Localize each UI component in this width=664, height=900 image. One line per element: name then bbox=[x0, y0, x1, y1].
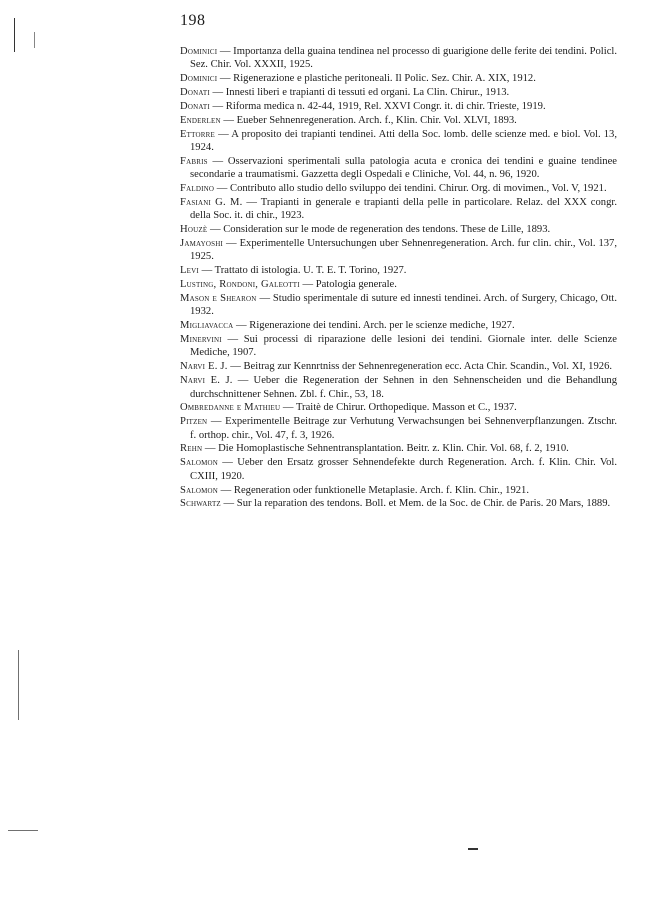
scan-mark bbox=[18, 650, 19, 720]
entry-author: Dominici bbox=[180, 73, 218, 85]
entry-author: Migliavacca bbox=[180, 320, 234, 332]
entry-text: — Contributo allo studio dello sviluppo dei tendini. Chirur. Org. di movimen., Vol. V, 1921. bbox=[214, 183, 607, 195]
entry-text: — Trapianti in generale e trapianti della pelle in particolare. Relaz. del XXX congr. della Soc. it. di chir., 1923. bbox=[190, 197, 617, 222]
bibliography-entry bbox=[180, 319, 617, 332]
bibliography-entry bbox=[180, 278, 617, 291]
scan-mark bbox=[34, 32, 35, 48]
entry-text: — Importanza della guaina tendinea nel processo di guarigione delle ferite dei tendini. Policl. Sez. Chir. Vol. XXXII, 1925. bbox=[190, 46, 617, 71]
entry-text: — Consideration sur le mode de regeneration des tendons. These de Lille, 1893. bbox=[207, 224, 551, 236]
bibliography-entry bbox=[180, 155, 617, 182]
entry-author: Houzè bbox=[180, 224, 208, 236]
entry-author: Faldino bbox=[180, 183, 215, 195]
scan-mark bbox=[14, 18, 15, 52]
bibliography-entry bbox=[180, 86, 617, 99]
bibliography-entry bbox=[180, 72, 617, 85]
entry-text: — Sur la reparation des tendons. Boll. et Mem. de la Soc. de Chir. de Paris. 20 Mars, 1889. bbox=[220, 498, 611, 510]
bibliography-entry bbox=[180, 484, 617, 497]
bibliography-entry bbox=[180, 128, 617, 155]
entry-author: Ombredanne e Mathieu bbox=[180, 402, 281, 414]
entry-text: — Innesti liberi e trapianti di tessuti ed organi. La Clin. Chirur., 1913. bbox=[209, 87, 510, 99]
entry-author: Dominici bbox=[180, 46, 218, 57]
entry-author: Mason e Shearon bbox=[180, 293, 257, 305]
bibliography-entry bbox=[180, 182, 617, 195]
entry-text: — Beitrag zur Kennrtniss der Sehnenregeneration ecc. Acta Chir. Scandin., Vol. XI, 1926. bbox=[227, 361, 613, 373]
entry-text: — Die Homoplastische Sehnentransplantation. Beitr. z. Klin. Chir. Vol. 68, f. 2, 1910. bbox=[202, 443, 569, 455]
bibliography-entry bbox=[180, 333, 617, 360]
entry-text: — A proposito dei trapianti tendinei. Atti della Soc. lomb. delle scienze med. e biol. Vol. 13, 1924. bbox=[190, 128, 617, 154]
entry-author: Schwartz bbox=[180, 498, 221, 510]
entry-text: — Patologia generale. bbox=[299, 279, 397, 291]
bibliography-entry bbox=[180, 223, 617, 236]
bibliography-list bbox=[180, 45, 617, 511]
bibliography-entry bbox=[180, 100, 617, 113]
entry-author: Pitzen bbox=[180, 416, 208, 428]
bibliography-entry bbox=[180, 497, 617, 510]
entry-author: Donati bbox=[180, 100, 210, 112]
entry-text: — Riforma medica n. 42-44, 1919, Rel. XXVI Congr. it. di chir. Trieste, 1919. bbox=[209, 100, 546, 112]
bibliography-entry bbox=[180, 292, 617, 319]
entry-text: — Trattato di istologia. U. T. E. T. Torino, 1927. bbox=[198, 265, 407, 277]
bibliography-entry bbox=[180, 456, 617, 483]
entry-author: Narvi E. J. bbox=[180, 361, 228, 373]
bibliography-entry bbox=[180, 360, 617, 373]
entry-text: — Ueber den Ersatz grosser Sehnendefekte durch Regeneration. Arch. f. Klin. Chir. Vol. CXIII, 1920. bbox=[190, 457, 617, 482]
bibliography-entry bbox=[180, 196, 617, 223]
entry-author: Ettorre bbox=[180, 128, 215, 140]
entry-text: — Osservazioni sperimentali sulla patologia acuta e cronica dei tendini e guaine tendinee secondarie a traumatismi. Gazzetta degli Ospedali e Cliniche, Vol. 44, n. 96, 1920. bbox=[190, 155, 617, 181]
bibliography-entry bbox=[180, 374, 617, 401]
entry-text: — Sui processi di riparazione delle lesioni dei tendini. Giornale inter. delle Scienze Mediche, 1907. bbox=[190, 334, 617, 359]
entry-text: — Regeneration oder funktionelle Metaplasie. Arch. f. Klin. Chir., 1921. bbox=[218, 484, 529, 496]
bibliography-entry bbox=[180, 45, 617, 72]
entry-author: Rehn bbox=[180, 443, 203, 455]
entry-text: — Eueber Sehnenregeneration. Arch. f., Klin. Chir. Vol. XLVI, 1893. bbox=[220, 114, 517, 126]
entry-text: — Experimentelle Beitrage zur Verhutung Verwachsungen bei Sehnenverpflanzungen. Ztschr. f. orthop. chir., Vol. 47, f. 3, 1926. bbox=[190, 416, 617, 441]
scan-mark bbox=[8, 830, 38, 831]
bibliography-entry bbox=[180, 114, 617, 127]
entry-author: Jamayoshi bbox=[180, 238, 224, 250]
entry-text: — Traitè de Chirur. Orthopedique. Masson et C., 1937. bbox=[280, 402, 517, 414]
entry-author: Fasiani G. M. bbox=[180, 197, 243, 209]
entry-author: Minervini bbox=[180, 334, 222, 346]
entry-author: Donati bbox=[180, 87, 210, 99]
bibliography-entry bbox=[180, 264, 617, 277]
bibliography-entry bbox=[180, 415, 617, 442]
entry-text: — Studio sperimentale di suture ed innesti tendinei. Arch. of Surgery, Chicago, Ott. 1932. bbox=[190, 293, 617, 318]
entry-author: Salomon bbox=[180, 484, 219, 496]
bibliography-entry bbox=[180, 442, 617, 455]
entry-author: Levi bbox=[180, 265, 199, 277]
entry-text: — Rigenerazione dei tendini. Arch. per le scienze mediche, 1927. bbox=[233, 320, 515, 332]
bibliography-entry bbox=[180, 237, 617, 264]
entry-text: — Ueber die Regeneration der Sehnen in den Sehnenscheiden und die Behandlung durchschnittener Sehnen. Zbl. f. Chir., 53, 18. bbox=[190, 375, 617, 400]
entry-text: — Experimentelle Untersuchungen uber Sehnenregeneration. Arch. fur clin. chir., Vol. 137, 1925. bbox=[190, 238, 617, 263]
entry-text: — Rigenerazione e plastiche peritoneali. Il Polic. Sez. Chir. A. XIX, 1912. bbox=[217, 73, 536, 85]
entry-author: Salomon bbox=[180, 457, 219, 469]
page-number: 198 bbox=[180, 12, 206, 29]
entry-author: Lusting, Rondoni, Galeotti bbox=[180, 279, 300, 291]
entry-author: Narvi E. J. bbox=[180, 375, 233, 387]
entry-author: Enderlen bbox=[180, 114, 221, 126]
bibliography-entry bbox=[180, 401, 617, 414]
scan-mark bbox=[468, 848, 478, 850]
entry-author: Fabris bbox=[180, 155, 208, 167]
